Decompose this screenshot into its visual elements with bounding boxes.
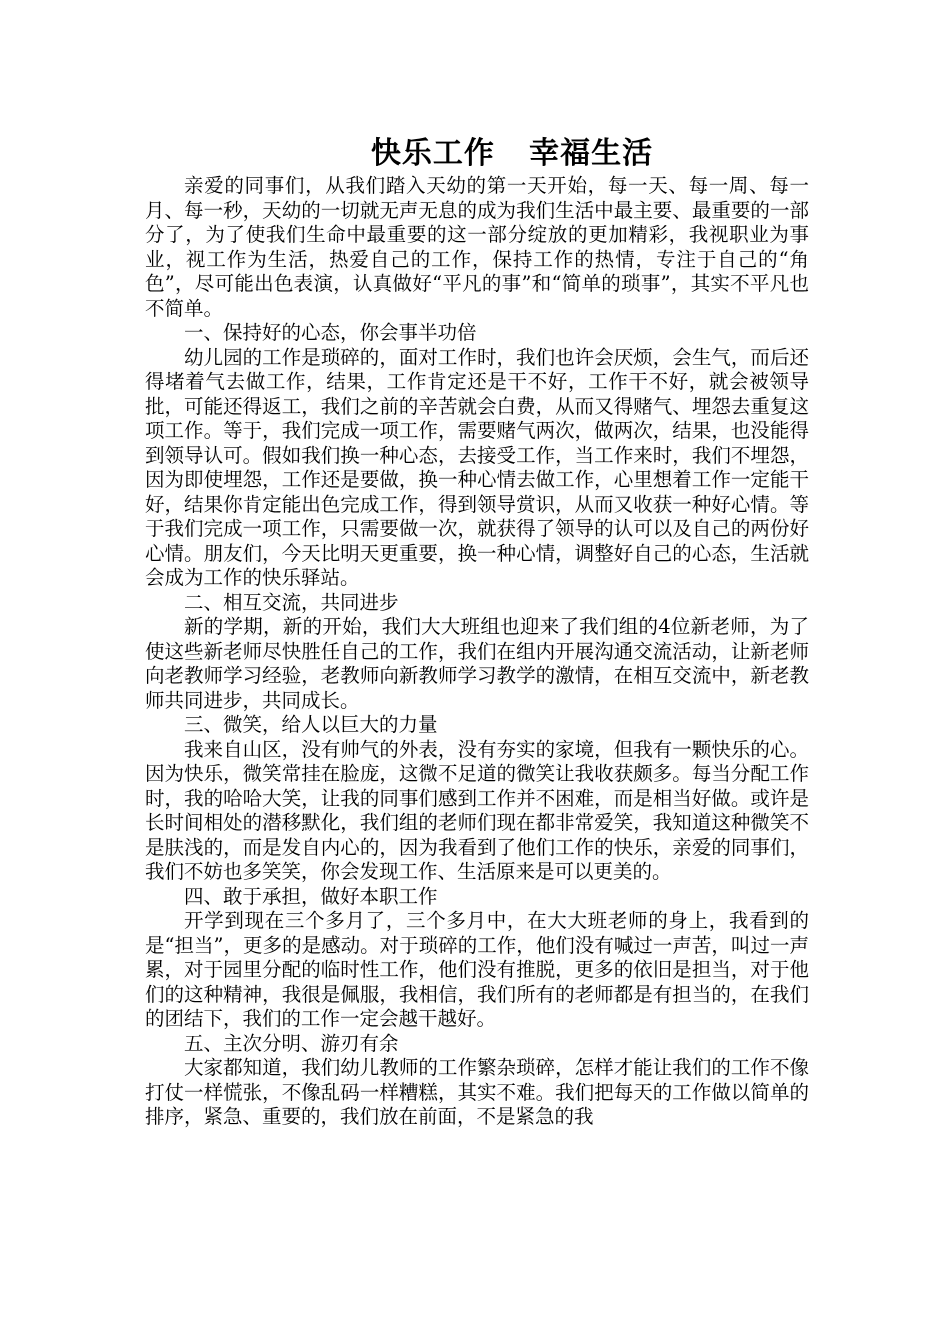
section-heading: 三、微笑，给人以巨大的力量 (184, 713, 438, 736)
section-heading: 二、相互交流，共同进步 (184, 590, 399, 614)
body-paragraph: 大家都知道，我们幼儿教师的工作繁杂琐碎，怎样才能让我们的工作不像打仗一样慌张，不像乱码一样糟糕，其实不难。我们把每天的工作做以简单的排序，紧急、重要的，我们放在前面，不是紧急的我 (145, 1056, 809, 1128)
body-paragraph: 开学到现在三个多月了，三个多月中，在大大班老师的身上，我看到的是“担当”，更多的是感动。对于琐碎的工作，他们没有喊过一声苦，叫过一声累，对于园里分配的临时性工作，他们没有推脱，更多的依旧是担当，对于他们的这种精神，我很是佩服，我相信，我们所有的老师都是有担当的，在我们的团结下，我们的工作一定会越干越好。 (145, 909, 809, 1030)
section-heading: 四、敢于承担，做好本职工作 (184, 884, 438, 908)
section-heading: 五、主次分明、游刃有余 (184, 1031, 399, 1055)
body-paragraph: 我来自山区，没有帅气的外表，没有夯实的家境，但我有一颗快乐的心。因为快乐，微笑常挂在脸庞，这微不足道的微笑让我收获颇多。每当分配工作时，我的哈哈大笑，让我的同事们感到工作并不困难，而是相当好做。或许是长时间相处的潜移默化，我们组的老师们现在都非常爱笑，我知道这种微笑不是肤浅的，而是发自内心的，因为我看到了他们工作的快乐，亲爱的同事们，我们不妨也多笑笑，你会发现工作、生活原来是可以更美的。 (145, 737, 809, 883)
document-body (145, 174, 809, 1130)
body-paragraph: 新的学期，新的开始，我们大大班组也迎来了我们组的4位新老师，为了使这些新老师尽快胜任自己的工作，我们在组内开展沟通交流活动，让新老师向老教师学习经验，老教师向新教师学习教学的激情，在相互交流中，新老教师共同进步，共同成长。 (145, 615, 809, 712)
document-title: 快乐工作 幸福生活 (370, 136, 654, 171)
body-paragraph: 幼儿园的工作是琐碎的，面对工作时，我们也许会厌烦，会生气，而后还得堵着气去做工作，结果，工作肯定还是干不好，工作干不好，就会被领导批，可能还得返工，我们之前的辛苦就会白费，从而又得赌气、埋怨去重复这项工作。等于，我们完成一项工作，需要赌气两次，做两次，结果，也没能得到领导认可。假如我们换一种心态，去接受工作，当工作来时，我们不埋怨，因为即使埋怨，工作还是要做，换一种心情去做工作，心里想着工作一定能干好，结果你肯定能出色完成工作，得到领导赏识，从而又收获一种好心情。等于我们完成一项工作，只需要做一次，就获得了领导的认可以及自己的两份好心情。朋友们，今天比明天更重要，换一种心情，调整好自己的心态，生活就会成为工作的快乐驿站。 (145, 345, 809, 589)
body-paragraph: 亲爱的同事们，从我们踏入天幼的第一天开始，每一天、每一周、每一月、每一秒，天幼的一切就无声无息的成为我们生活中最主要、最重要的一部分了，为了使我们生命中最重要的这一部分绽放的更加精彩，我视职业为事业，视工作为生活，热爱自己的工作，保持工作的热情，专注于自己的“角色”，尽可能出色表演，认真做好“平凡的事”和“简单的琐事”，其实不平凡也不简单。 (145, 174, 809, 320)
section-heading: 一、保持好的心态，你会事半功倍 (184, 321, 477, 344)
